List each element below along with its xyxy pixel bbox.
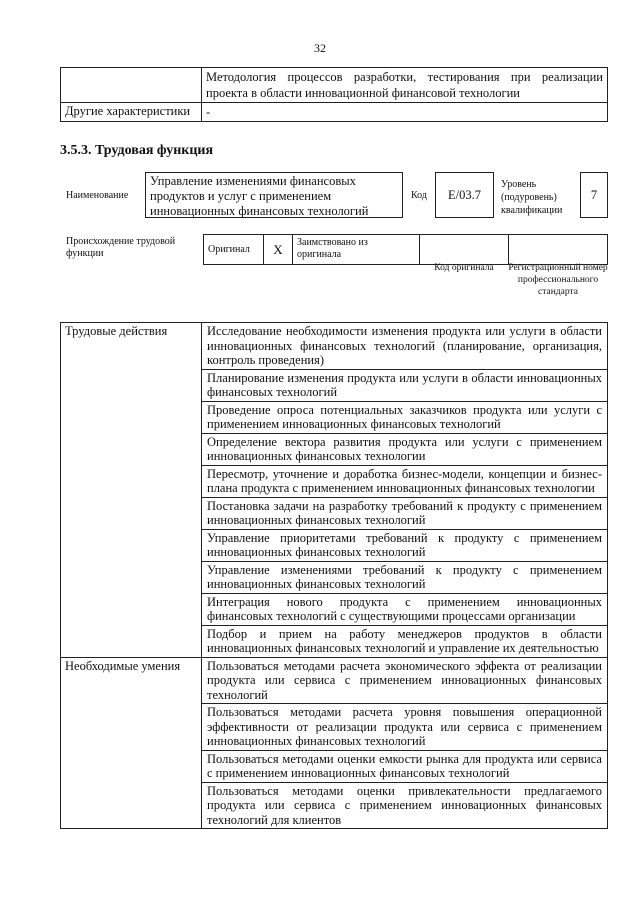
- labor-action-item: Управление приоритетами требований к продукту с применением инновационных финансовых технологий: [202, 529, 608, 561]
- empty-cell: [61, 68, 202, 103]
- page-number: 32: [314, 41, 326, 55]
- labor-action-item: Определение вектора развития продукта или услуги с применением инновационных финансовых технологии: [202, 433, 608, 465]
- reg-number-cell: [508, 234, 608, 265]
- code-original-cell: [419, 234, 509, 265]
- labor-action-item: Управление изменениями требований к продукту с применением инновационных финансовых технологий: [202, 561, 608, 593]
- code-value-box: E/03.7: [435, 172, 494, 218]
- level-label: Уровень (подуровень) квалификации: [501, 179, 563, 216]
- skill-item: Пользоваться методами расчета экономического эффекта от реализации продукта или сервиса с применением инновационных финансовых технологий: [202, 657, 608, 704]
- table-row: [61, 323, 608, 370]
- labor-function-table: [60, 322, 608, 829]
- name-label: Наименование: [66, 190, 129, 201]
- skill-item: Пользоваться методами расчета уровня повышения операционной эффективности от реализации продукта или сервиса с применением инновационных финансовых технологий: [202, 704, 608, 751]
- top-table: [60, 67, 608, 122]
- labor-action-item: Подбор и прием на работу менеджеров продуктов в области инновационных финансовых технологий и управление их деятельностью: [202, 625, 608, 657]
- table-row: [61, 657, 608, 704]
- skills-label: Необходимые умения: [61, 657, 202, 829]
- borrowed-cell: [292, 234, 420, 265]
- other-characteristics-value: -: [202, 103, 608, 122]
- code-original-caption: Код оригинала: [434, 263, 494, 273]
- function-name-box: Управление изменениями финансовых продуктов и услуг с применением инновационных финансовых технологий: [145, 172, 403, 218]
- labor-action-item: Планирование изменения продукта или услуги в области инновационных финансовых технологий: [202, 369, 608, 401]
- labor-action-item: Постановка задачи на разработку требований к продукту с применением инновационных финансовых технологий: [202, 497, 608, 529]
- skill-item: Пользоваться методами оценки привлекательности предлагаемого продукта или сервиса с применением инновационных финансовых технологий для клиентов: [202, 782, 608, 829]
- original-label: Оригинал: [208, 244, 250, 255]
- original-mark-cell: X: [263, 234, 293, 265]
- labor-actions-label: Трудовые действия: [61, 323, 202, 658]
- code-label: Код: [411, 190, 427, 201]
- borrowed-label: Заимствовано из оригинала: [297, 237, 368, 260]
- origin-label: Происхождение трудовой функции: [66, 236, 176, 259]
- labor-action-item: Пересмотр, уточнение и доработка бизнес-модели, концепции и бизнес-плана продукта с применением инновационных финансовых технологии: [202, 465, 608, 497]
- original-cell: [203, 234, 264, 265]
- table-row: [61, 103, 608, 122]
- table-row: [61, 68, 608, 103]
- skill-item: Пользоваться методами оценки емкости рынка для продукта или сервиса с применением инновационных финансовых технологий: [202, 750, 608, 782]
- labor-action-item: Исследование необходимости изменения продукта или услуги в области инновационных финансовых технологий (планирование, организация, контроль проведения): [202, 323, 608, 370]
- labor-action-item: Интеграция нового продукта с применением инновационных финансовых технологий с существующими процессами организации: [202, 593, 608, 625]
- methodology-cell: Методология процессов разработки, тестирования при реализации проекта в области инновационной финансовой технологии: [202, 68, 608, 103]
- reg-number-caption: Регистрационный номер профессионального стандарта: [508, 263, 608, 297]
- labor-action-item: Проведение опроса потенциальных заказчиков продукта или услуги с применением инновационных финансовых технологий: [202, 401, 608, 433]
- level-value-box: 7: [580, 172, 608, 218]
- other-characteristics-label: Другие характеристики: [61, 103, 202, 122]
- section-heading: 3.5.3. Трудовая функция: [60, 143, 214, 158]
